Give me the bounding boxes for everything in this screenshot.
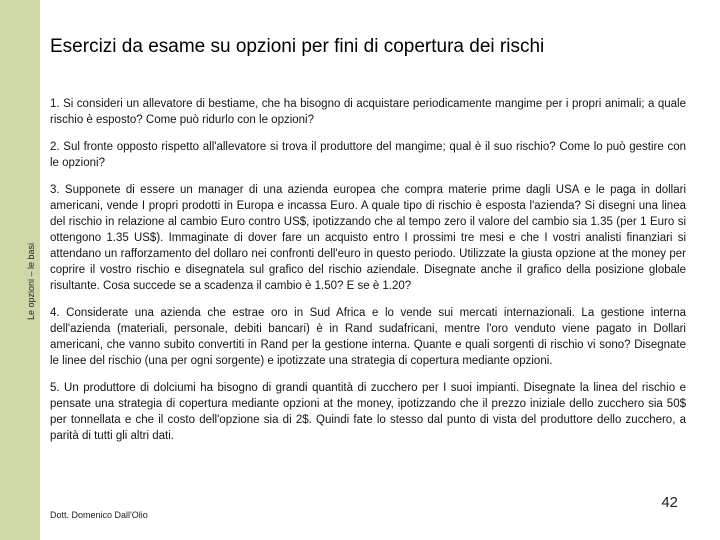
- section-label: Le opzioni – le basi: [26, 242, 36, 320]
- footer-author: Dott. Domenico Dall'Olio: [50, 510, 148, 520]
- exercise-3: 3. Supponete di essere un manager di una azienda europea che compra materie prime dagli USA e le paga in dollari americani, vende I propri prodotti in Europa e incassa Euro. A quale tipo di rischio è esposta l'azienda? Si disegni una linea del rischio in relazione al cambio Euro contro US$, ipotizzando che al tempo zero il valore del cambio sia 1.35 (per 1 Euro si ottengono 1.35 US$). Immaginate di dover fare un acquisto entro I prossimi tre mesi e che I vostri analisti finanziari si attendano un rafforzamento del dollaro nei confronti dell'euro in questo periodo. Utilizzate la giusta opzione at the money per coprire il vostro rischio e disegnatela sul grafico del rischio aziendale. Disegnate anche il grafico della posizione globale risultante. Cosa succede se a scadenza il cambio è 1.50? E se è 1.20?: [50, 184, 686, 292]
- exercise-5: 5. Un produttore di dolciumi ha bisogno di grandi quantità di zucchero per I suoi impianti. Disegnate la linea del rischio e pensate una strategia di copertura mediante opzioni at the money, ipotizzando che il prezzo iniziale dello zucchero sia 50$ per tonnellata e che il costo dell'opzione sia di 2$. Quindi fate lo stesso dal punto di vista del produttore dello zucchero, a parità di tutti gli altri dati.: [50, 382, 686, 442]
- exercise-2: 2. Sul fronte opposto rispetto all'allevatore si trova il produttore del mangime; qual è il suo rischio? Come lo può gestire con le opzioni?: [50, 141, 686, 169]
- exercise-4: 4. Considerate una azienda che estrae oro in Sud Africa e lo vende sui mercati internazionali. La gestione interna dell'azienda (materiali, personale, debiti bancari) è in Rand sudafricani, mentre l'oro venduto viene pagato in Dollari americani, che vanno subito convertiti in Rand per la gestione interna. Quante e quali sorgenti di rischio vi sono? Disegnate le linee del rischio (una per ogni sorgente) e ipotizzate una strategia di copertura mediante opzioni.: [50, 307, 686, 367]
- slide-title: Esercizi da esame su opzioni per fini di copertura dei rischi: [50, 36, 545, 57]
- exercise-1: 1. Si consideri un allevatore di bestiame, che ha bisogno di acquistare periodicamente mangime per i propri animali; a quale rischio è esposto? Come può ridurlo con le opzioni?: [50, 98, 686, 126]
- exercise-list: [50, 96, 686, 455]
- page-number: 42: [661, 494, 678, 511]
